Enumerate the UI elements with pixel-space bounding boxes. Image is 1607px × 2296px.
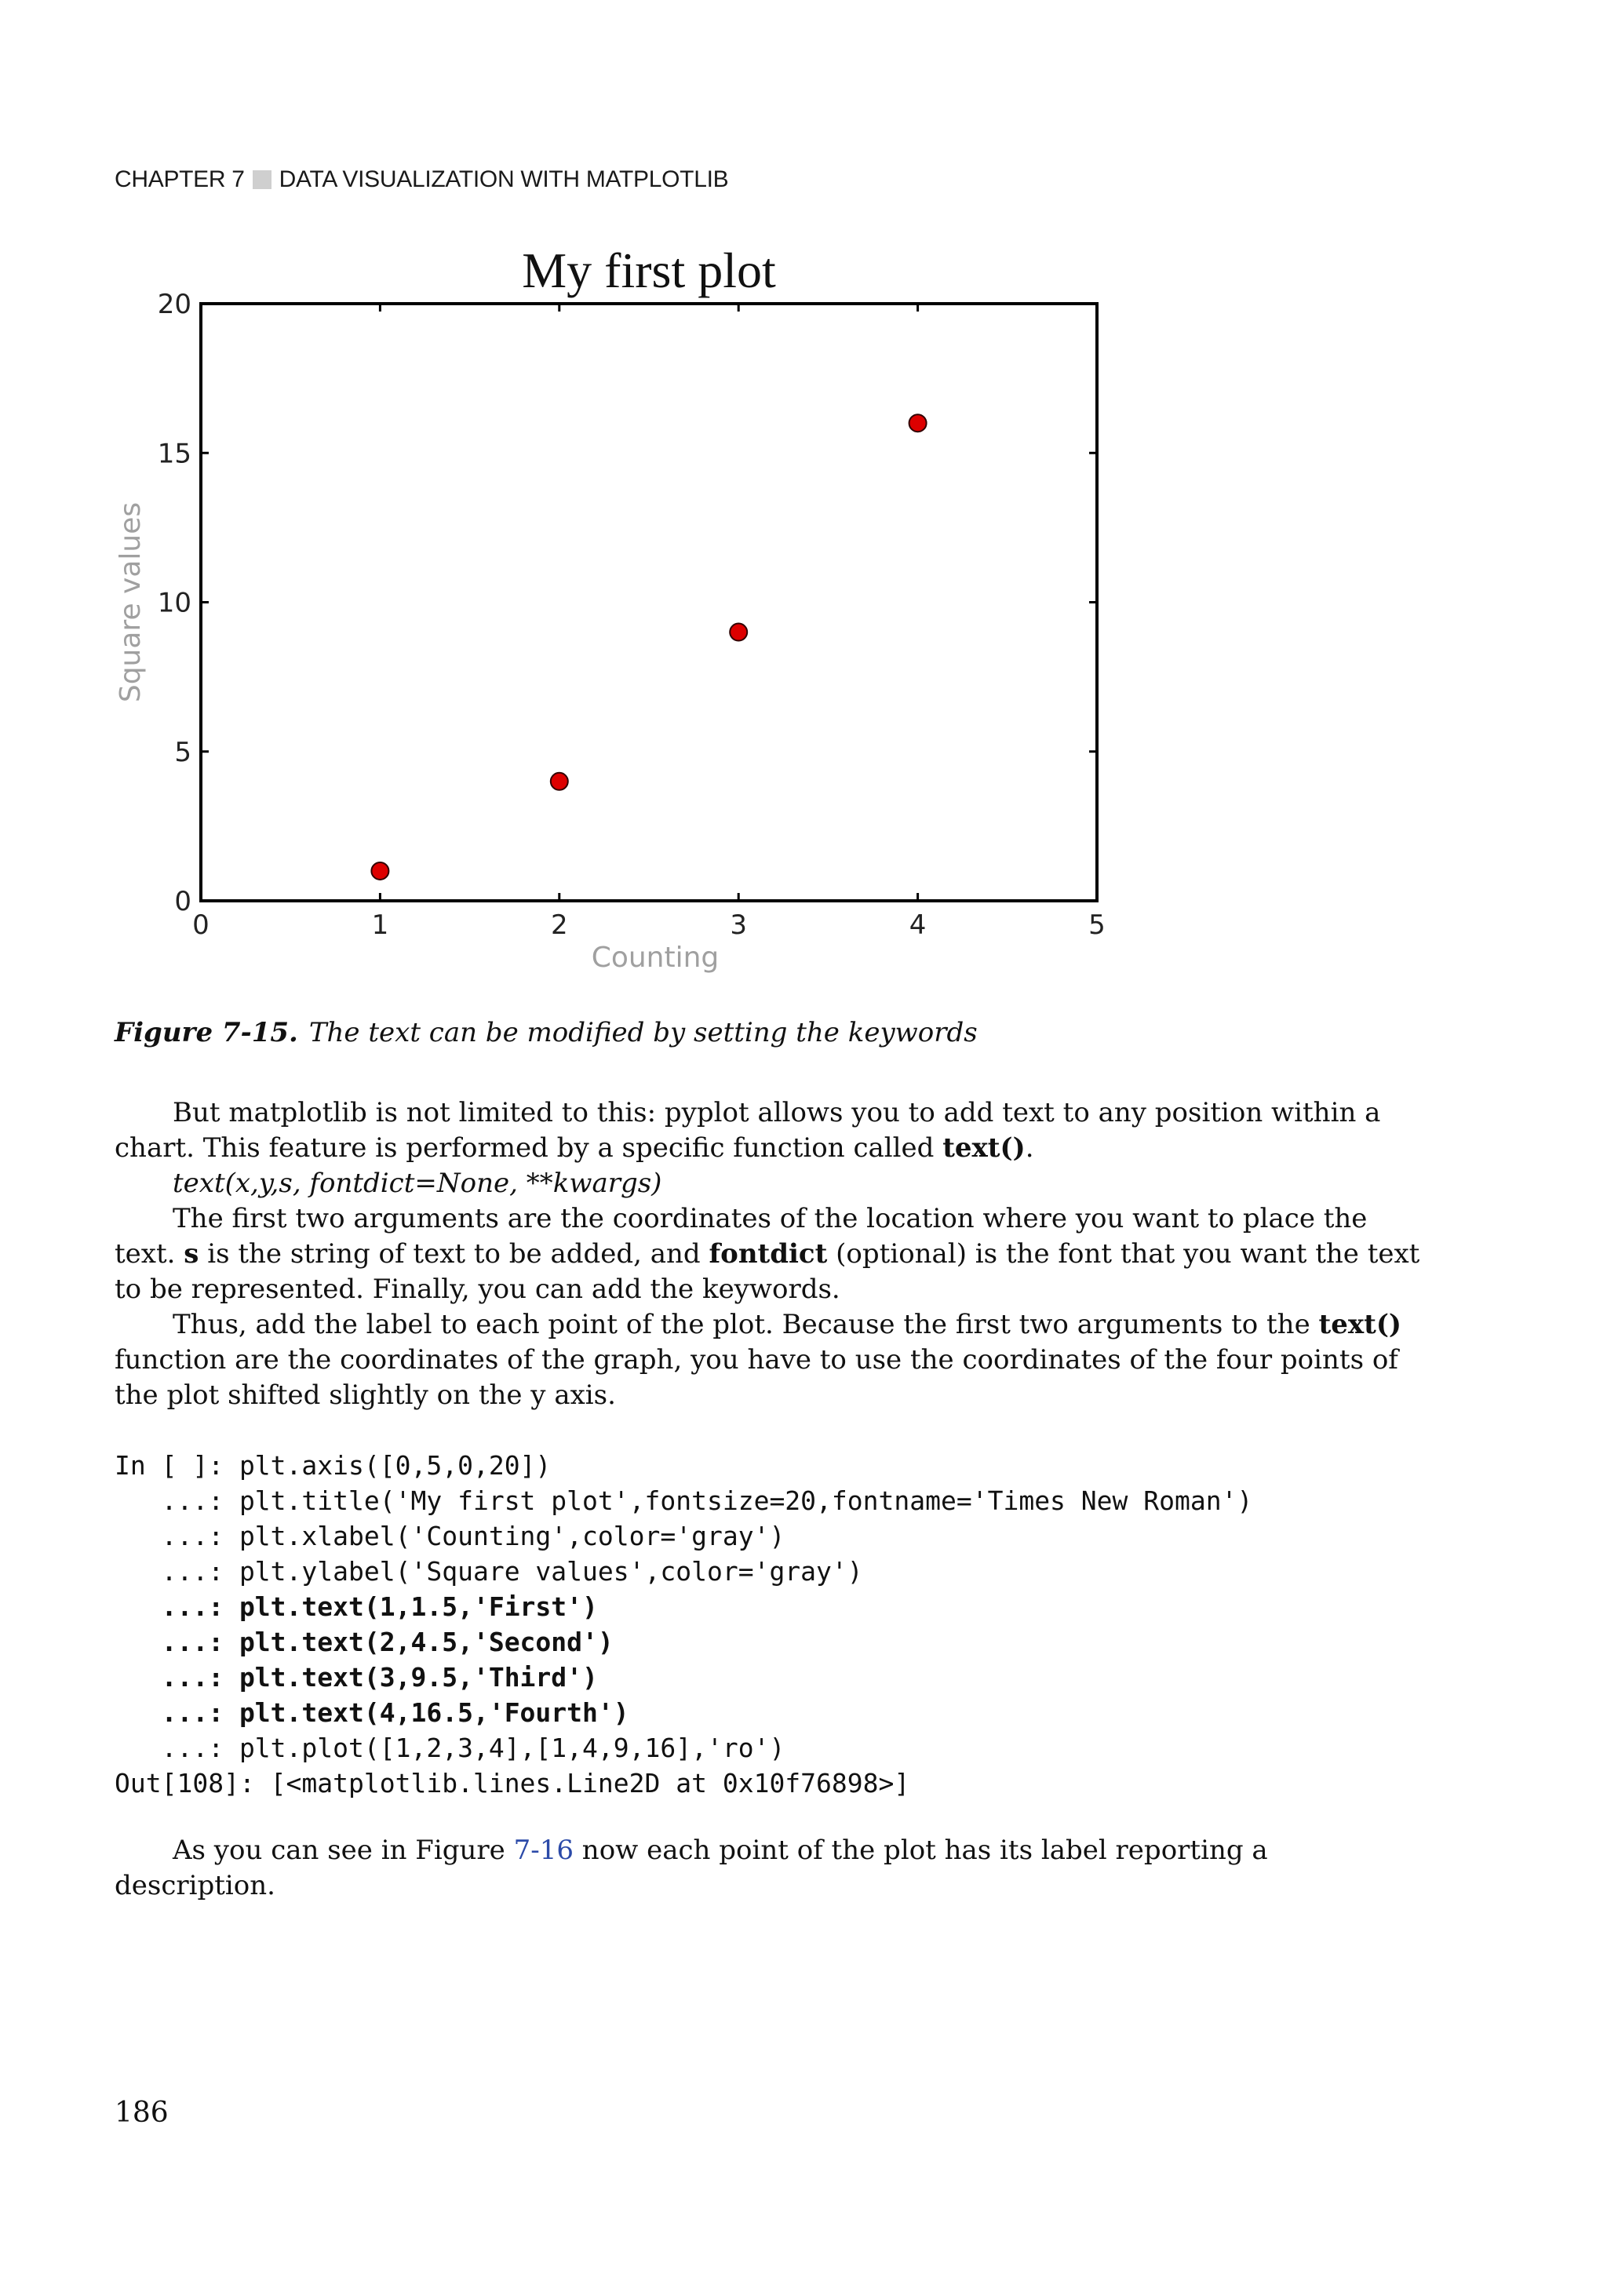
param-fontdict: fontdict (709, 1238, 828, 1270)
scatter-chart (115, 251, 1111, 989)
param-s: s (184, 1238, 199, 1270)
paragraph-1 (115, 1095, 1433, 1166)
paragraph-3-text-b: function are the coordinates of the graph, you have to use the coordinates of the four points of the plot shifted slightly on the y axis. (115, 1344, 1398, 1411)
code-line: ...: plt.text(2,4.5,'Second') (115, 1627, 614, 1657)
body-text-block (115, 1095, 1433, 1413)
header-separator-square (253, 170, 271, 189)
inline-code-text: text() (942, 1132, 1026, 1164)
inline-code-text-2: text() (1318, 1309, 1402, 1340)
figure-caption-label: Figure 7-15. (115, 1017, 298, 1048)
data-point (551, 773, 568, 790)
code-line: ...: plt.text(3,9.5,'Third') (115, 1662, 598, 1693)
y-tick-label: 0 (174, 886, 191, 917)
code-listing (115, 1448, 1252, 1801)
x-tick-label: 0 (192, 909, 210, 941)
paragraph-4-text-a: As you can see in Figure (173, 1835, 514, 1866)
plot-frame (201, 304, 1097, 901)
figure-caption-text: The text can be modified by setting the keywords (308, 1017, 978, 1048)
code-line: Out[108]: [<matplotlib.lines.Line2D at 0x10f76898>] (115, 1768, 910, 1799)
chapter-title: DATA VISUALIZATION WITH MATPLOTLIB (279, 166, 729, 192)
code-line: ...: plt.xlabel('Counting',color='gray') (115, 1521, 785, 1551)
code-line: ...: plt.plot([1,2,3,4],[1,4,9,16],'ro') (115, 1733, 785, 1763)
y-tick-label: 15 (157, 438, 191, 470)
y-tick-label: 20 (157, 289, 191, 320)
y-tick-label: 5 (174, 736, 191, 768)
x-tick-label: 5 (1088, 909, 1106, 941)
y-tick-label: 10 (157, 587, 191, 619)
figure-7-15 (115, 251, 1111, 989)
code-line: ...: plt.text(4,16.5,'Fourth') (115, 1697, 629, 1728)
paragraph-4-text-b: now each point of the plot has its label reporting a description. (115, 1835, 1268, 1901)
paragraph-2 (115, 1201, 1433, 1307)
running-header (115, 166, 728, 193)
data-point (909, 414, 927, 432)
paragraph-4 (115, 1833, 1433, 1904)
code-line: In [ ]: plt.axis([0,5,0,20]) (115, 1450, 552, 1481)
chapter-label: CHAPTER 7 (115, 166, 245, 192)
function-signature: text(x,y,s, fontdict=None, **kwargs) (173, 1168, 662, 1199)
code-line: ...: plt.ylabel('Square values',color='gray') (115, 1556, 863, 1587)
chart-title: My first plot (522, 251, 776, 298)
code-line: ...: plt.text(1,1.5,'First') (115, 1591, 598, 1622)
data-point (730, 624, 747, 641)
x-axis-label: Counting (591, 942, 720, 974)
page-number: 186 (115, 2097, 169, 2129)
code-line: ...: plt.title('My first plot',fontsize=20,fontname='Times New Roman') (115, 1485, 1253, 1516)
paragraph-2-text-a: The first two arguments are the coordinates of the location where you want to place the text. (115, 1203, 1368, 1270)
y-axis-label: Square values (115, 501, 147, 703)
x-tick-label: 4 (909, 909, 927, 941)
data-point (371, 862, 388, 880)
paragraph-1-end: . (1025, 1132, 1034, 1164)
x-tick-label: 3 (730, 909, 748, 941)
x-tick-label: 2 (550, 909, 568, 941)
figure-7-16-link[interactable]: 7-16 (513, 1835, 574, 1866)
paragraph-2-text-b: is the string of text to be added, and (199, 1238, 709, 1270)
paragraph-3 (115, 1307, 1433, 1413)
figure-caption (115, 1017, 978, 1048)
paragraph-2-text-c: (optional) is the font that you want the text to be represented. Finally, you can add the keywords. (115, 1238, 1420, 1305)
x-tick-label: 1 (371, 909, 389, 941)
paragraph-1-text: But matplotlib is not limited to this: pyplot allows you to add text to any position within a chart. This feature is performed by a specific function called (115, 1097, 1381, 1164)
paragraph-3-text-a: Thus, add the label to each point of the plot. Because the first two arguments to the (173, 1309, 1319, 1340)
